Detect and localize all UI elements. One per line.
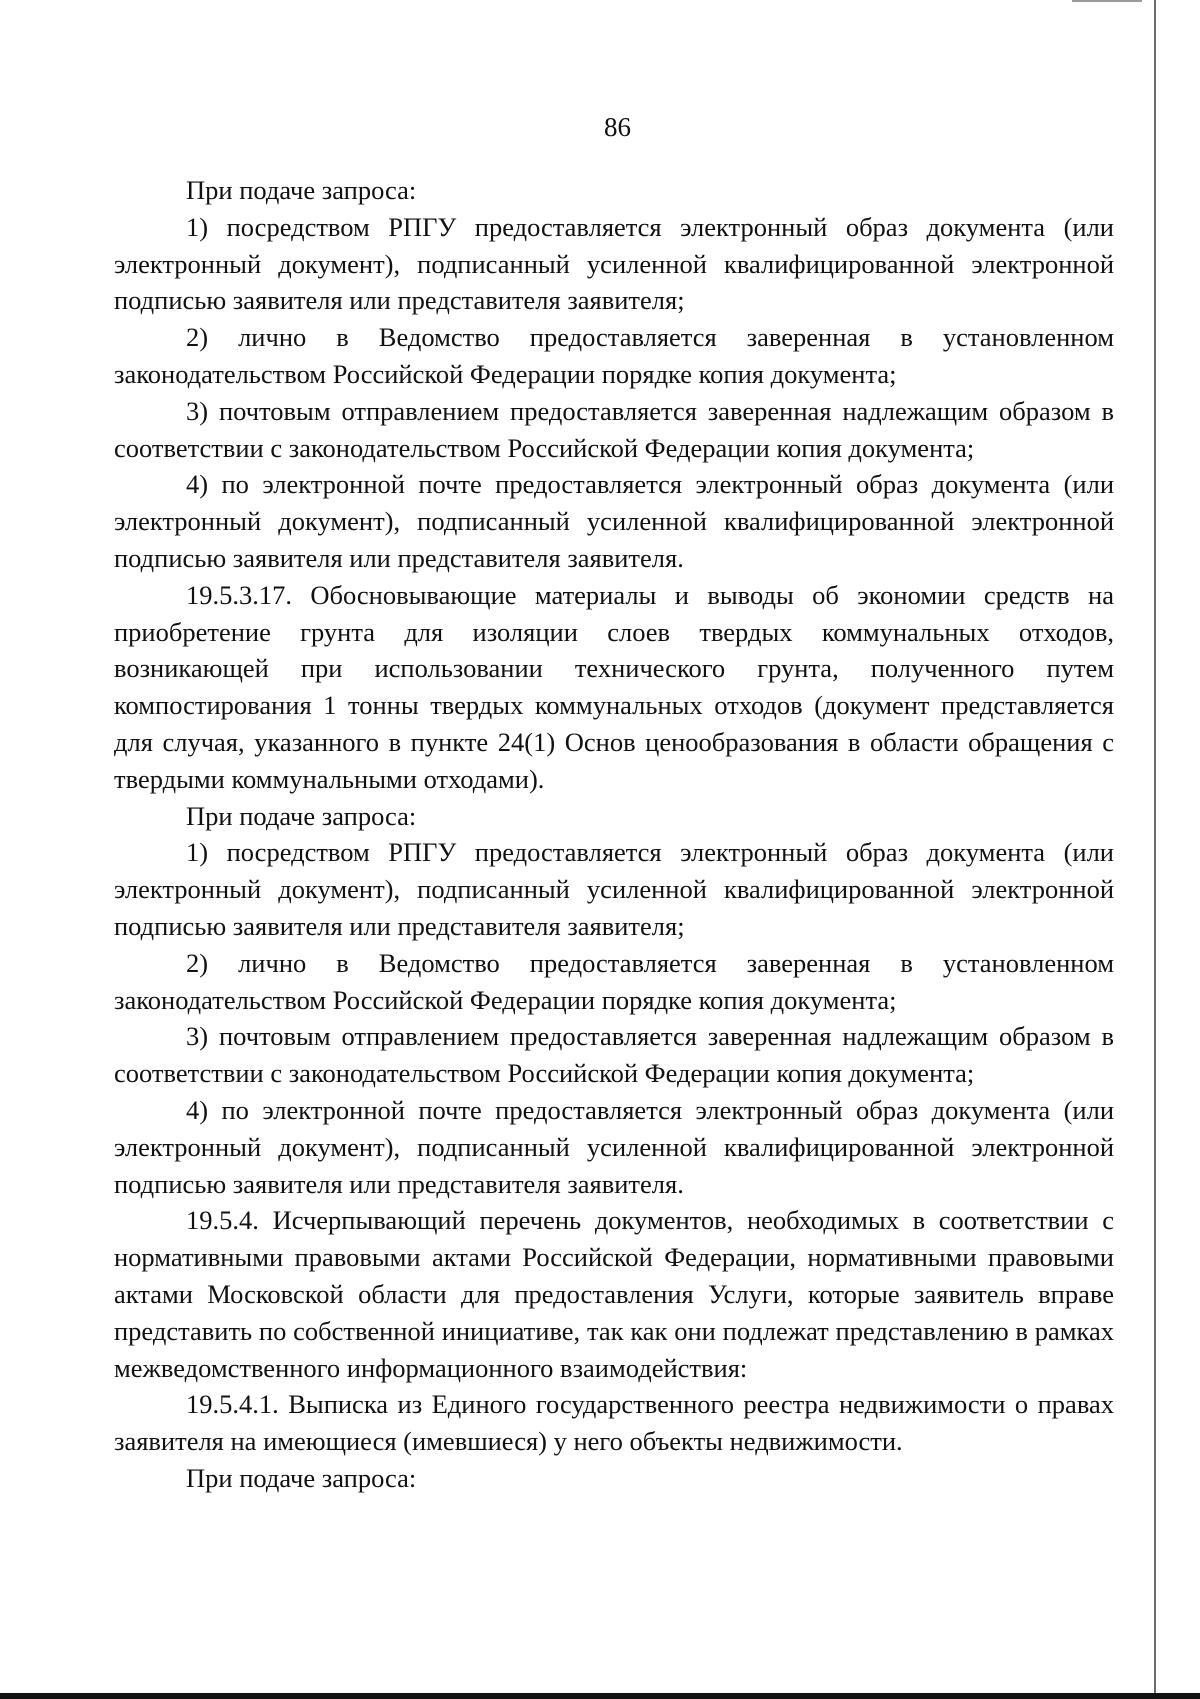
paragraph: 2) лично в Ведомство предоставляется заверенная в установленном законодательством Российской Федерации порядке копия документа; xyxy=(114,947,1114,1015)
scan-edge-right xyxy=(1154,0,1156,1699)
paragraph: При подаче запроса: xyxy=(186,1462,417,1493)
paragraph: 4) по электронной почте предоставляется электронный образ документа (или электронный документ), подписанный усиленной квалифицированной электронной подписью заявителя или представителя заявителя. xyxy=(114,1094,1114,1199)
scan-artifact-top xyxy=(1072,0,1142,2)
paragraph: 1) посредством РПГУ предоставляется электронный образ документа (или электронный документ), подписанный усиленной квалифицированной электронной подписью заявителя или представителя заявителя; xyxy=(114,837,1114,941)
paragraph: 19.5.3.17. Обосновывающие материалы и выводы об экономии средств на приобретение грунта для изоляции слоев твердых коммунальных отходов, возникающей при использовании технического грунта, полученного путем компостирования 1 тонны твердых коммунальных отходов (документ представляется для случая, указанного в пункте 24(1) Основ ценообразования в области обращения с твердыми коммунальными отходами). xyxy=(114,579,1114,794)
document-body xyxy=(114,172,1114,1497)
paragraph: 4) по электронной почте предоставляется электронный образ документа (или электронный документ), подписанный усиленной квалифицированной электронной подписью заявителя или представителя заявителя. xyxy=(114,469,1114,573)
paragraph: 2) лично в Ведомство предоставляется заверенная в установленном законодательством Российской Федерации порядке копия документа; xyxy=(114,322,1114,389)
paragraph: 19.5.4.1. Выписка из Единого государственного реестра недвижимости о правах заявителя на имеющиеся (имевшиеся) у него объекты недвижимости. xyxy=(114,1389,1114,1457)
paragraph: 1) посредством РПГУ предоставляется электронный образ документа (или электронный документ), подписанный усиленной квалифицированной электронной подписью заявителя или представителя заявителя; xyxy=(114,211,1114,316)
paragraph: 3) почтовым отправлением предоставляется заверенная надлежащим образом в соответствии с законодательством Российской Федерации копия документа; xyxy=(114,395,1114,463)
paragraph: 3) почтовым отправлением предоставляется заверенная надлежащим образом в соответствии с законодательством Российской Федерации копия документа; xyxy=(114,1021,1114,1089)
page-number: 86 xyxy=(604,112,631,142)
paragraph: При подаче запроса: xyxy=(186,175,417,205)
scan-edge-bottom xyxy=(0,1693,1200,1699)
paragraph: 19.5.4. Исчерпывающий перечень документов, необходимых в соответствии с нормативными правовыми актами Российской Федерации, нормативными правовыми актами Московской области для предоставления Услуги, которые заявитель вправе представить по собственной инициативе, так как они подлежат представлению в рамках межведомственного информационного взаимодействия: xyxy=(114,1205,1114,1383)
paragraph: При подаче запроса: xyxy=(186,800,417,831)
